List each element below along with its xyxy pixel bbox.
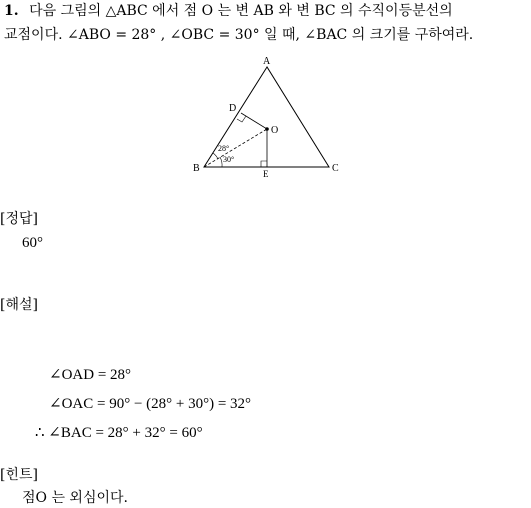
label-c: C [332, 163, 339, 174]
triangle-figure [0, 50, 531, 240]
hint-text: 점O 는 외심이다. [22, 490, 128, 506]
angle-arc-abo [213, 153, 218, 159]
answer-value: 60° [22, 235, 43, 251]
hint-heading: [힌트] [0, 467, 38, 483]
label-e: E [263, 169, 269, 179]
angle-arc-obc [220, 157, 222, 167]
segment-bo [204, 129, 267, 167]
explanation-heading: [해설] [0, 297, 38, 313]
right-angle-e [261, 161, 267, 167]
label-angle-obc: 30° [223, 155, 235, 164]
label-d: D [229, 103, 237, 114]
label-b: B [193, 163, 200, 174]
label-o: O [271, 125, 279, 136]
explanation-line-3: ∴ ∠BAC = 28° + 32° = 60° [35, 425, 203, 441]
point-o [265, 127, 269, 131]
explanation-line-2: ∠OAC = 90° − (28° + 30°) = 32° [49, 396, 252, 412]
label-a: A [263, 56, 271, 67]
problem-text-1: 다음 그림의 △ABC 에서 점 O 는 변 AB 와 변 BC 의 수직이등분선의 [29, 3, 453, 19]
problem-text-2: 교점이다. ∠ABO = 28° , ∠OBC = 30° 일 때, ∠BAC 의 크기를 구하여라. [4, 27, 474, 43]
answer-heading: [정답] [0, 211, 38, 227]
segment-do [241, 113, 267, 129]
label-angle-abo: 28° [218, 144, 230, 153]
problem-line-2 [4, 26, 473, 44]
right-angle-d [237, 116, 246, 122]
explanation-line-1: ∠OAD = 28° [49, 367, 132, 383]
problem-number: 1. [4, 3, 19, 19]
problem-line-1 [4, 2, 453, 20]
